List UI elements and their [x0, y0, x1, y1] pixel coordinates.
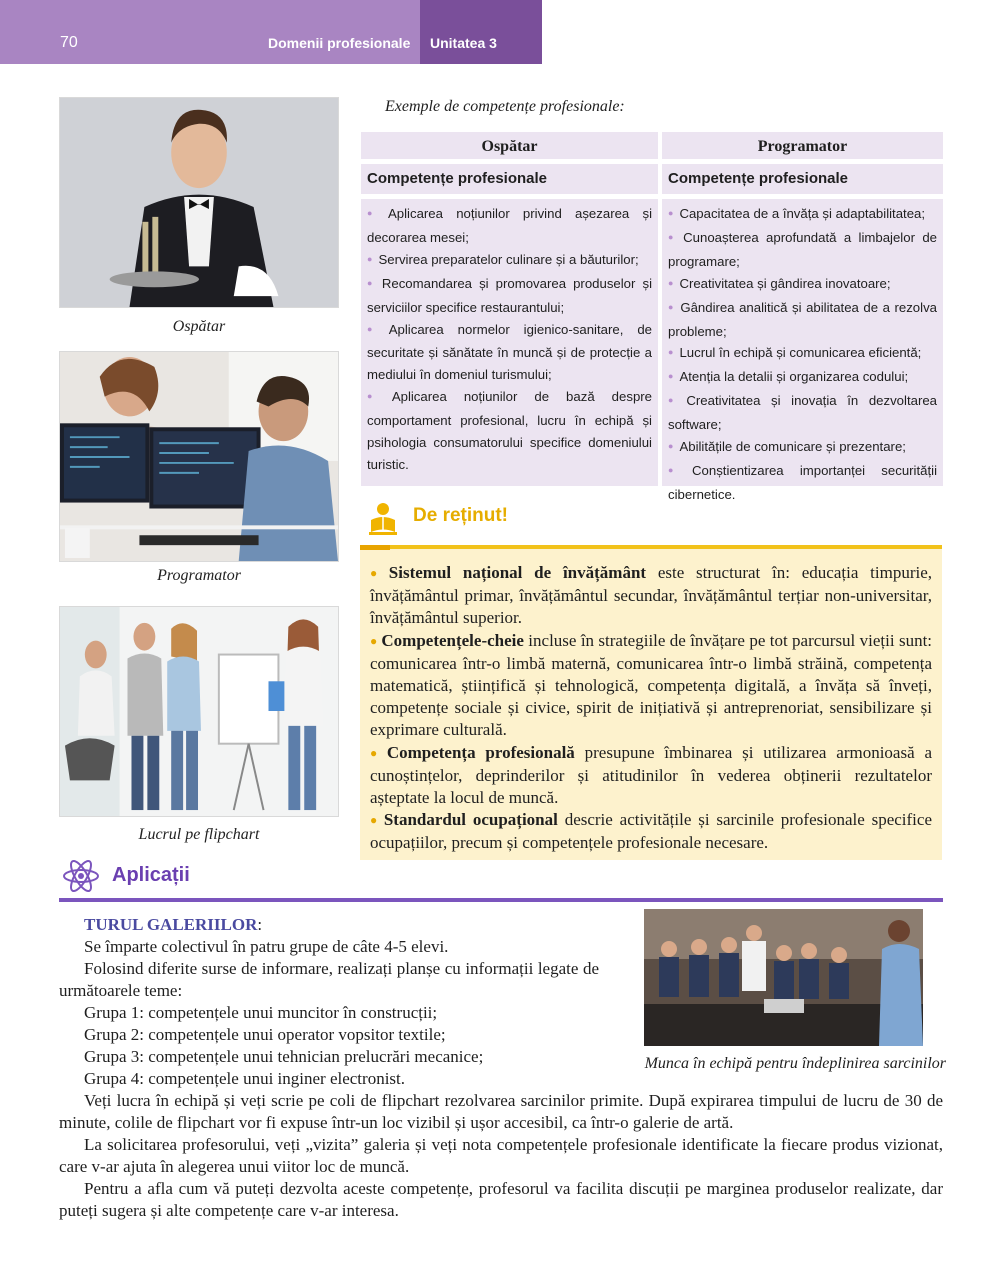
programmer-photo [59, 351, 339, 562]
definition: este structurat în: educația timpurie, învățământul primar, învățământul secundar, învățământul terțiar non-universitar, învățământul superior. [370, 563, 932, 628]
group-item: Grupa 3: competențele unui tehnician prelucrări mecanice; [84, 1047, 484, 1066]
classroom-caption: Munca în echipă pentru îndeplinirea sarcinilor [644, 1055, 946, 1072]
list-item: ● Creativitatea și inovația în dezvoltarea software; [668, 390, 937, 436]
table-header-waiter: Ospătar [361, 132, 658, 159]
page-number: 70 [60, 34, 78, 51]
classroom-photo [644, 909, 923, 1046]
definition: presupune îmbinarea și utilizarea armonioasă a cunoștințelor, deprinderilor și atitudinilor în vederea obținerii rezultatelor așteptate la locul de muncă. [370, 742, 932, 808]
paragraph: Veți lucra în echipă și veți scrie pe coli de flipchart rezolvarea sarcinilor primite. După expirarea timpului de lucru de 30 de minute, colile de flipchart vor fi expuse într-un loc vizibil și ușor accesibil, ca într-o galerie de artă. [59, 1091, 943, 1132]
list-item: ● Abilitățile de comunicare și prezentare; [668, 436, 937, 460]
list-item: ● Recomandarea și promovarea produselor și serviciilor specifice restaurantului; [367, 273, 652, 319]
term: Competențele-cheie [381, 630, 524, 650]
list-item: ● Gândirea analitică și abilitatea de a rezolva probleme; [668, 297, 937, 343]
gallery-colon: : [257, 915, 263, 934]
section-title: Domenii profesionale [268, 35, 411, 51]
remember-text [370, 562, 932, 855]
list-item: ● Lucrul în echipă și comunicarea eficientă; [668, 342, 937, 366]
remember-point: ● Standardul ocupațional descrie activitățile și sarcinile profesionale specifice ocupațiilor, precum și competențele profesionale necesare. [370, 810, 932, 853]
waiter-photo [59, 97, 339, 308]
group-item: Grupa 1: competențele unui muncitor în construcții; [84, 1003, 438, 1022]
header-unit-tab [420, 0, 542, 64]
paragraph: Se împarte colectivul în patru grupe de câte 4-5 elevi. [84, 937, 449, 956]
gallery-title: TURUL GALERIILOR [84, 915, 258, 934]
remember-tab [360, 545, 390, 550]
programmer-caption: Programator [157, 567, 241, 584]
list-item: ● Capacitatea de a învăța și adaptabilitatea; [668, 203, 937, 227]
term: Sistemul național de învățământ [388, 563, 647, 582]
list-item: ● Servirea preparatelor culinare și a băuturilor; [367, 249, 652, 273]
table-header-programmer: Programator [662, 132, 943, 159]
table-title: Exemple de competențe profesionale: [385, 98, 625, 115]
term: Competența profesională [386, 742, 575, 762]
applications-title: Aplicații [112, 864, 190, 886]
table-cell-programmer [662, 199, 943, 502]
table-cell-waiter [361, 199, 658, 486]
waiter-caption: Ospătar [172, 318, 226, 335]
definition: incluse în strategiile de învățare pe tot parcursul vieții sunt: comunicarea într-o limbă maternă, comunicarea într-o limbă străină, competența matematică, științifică și tehnologică, competența digitală, a învăța să înveți, competențe sociale și civice, spirit de inițiativă și antreprenoriat, sensibilizare și exprimare culturală. [370, 630, 933, 740]
remember-point: ● Sistemul național de învățământ este structurat în: educația timpurie, învățământul primar, învățământul secundar, învățământul terțiar non-universitar, învățământul superior. [370, 563, 932, 628]
remember-title: De reținut! [413, 505, 508, 526]
atom-icon [62, 857, 100, 895]
applications-rule [59, 898, 943, 902]
list-item: ● Conștientizarea importanței securității cibernetice. [668, 460, 937, 506]
flipchart-photo [59, 606, 339, 817]
list-item: ● Aplicarea normelor igienico-sanitare, de securitate și sănătate în muncă și de protecție a mediului în domeniul turismului; [367, 319, 652, 387]
definition: descrie activitățile și sarcinile profesionale specifice ocupațiilor, precum și competențele profesionale necesare. [370, 810, 932, 853]
paragraph: La solicitarea profesorului, veți „vizita” galeria și veți nota competențele profesionale identificate la fiecare produs vizionat, care v-ar ajuta în alegerea unui viitor loc de muncă. [59, 1135, 943, 1176]
table-subheader-programmer: Competențe profesionale [662, 164, 943, 194]
group-item: Grupa 4: competențele unui inginer electronist. [84, 1069, 406, 1088]
paragraph: Folosind diferite surse de informare, realizați planșe cu informații legate de următoarele teme: [59, 959, 599, 1000]
remember-point: ● Competențele-cheie incluse în strategiile de învățare pe tot parcursul vieții sunt: comunicarea într-o limbă maternă, comunicarea într-o limbă străină, competența matematică, științifică și tehnologică, competența digitală, a învăța să înveți, competențe sociale și civice, spirit de inițiativă și antreprenoriat, sensibilizare și exprimare culturală. [370, 630, 933, 740]
list-item: ● Aplicarea noțiunilor privind așezarea și decorarea mesei; [367, 203, 652, 249]
header-bar [0, 0, 420, 64]
term: Standardul ocupațional [383, 810, 558, 830]
group-item: Grupa 2: competențele unui operator vopsitor textile; [84, 1025, 446, 1044]
reading-person-icon [367, 502, 399, 536]
paragraph: Pentru a afla cum vă puteți dezvolta aceste competențe, profesorul va facilita discuții pe marginea produselor realizate, dar puteți sugera și alte competențe care v-ar interesa. [59, 1179, 943, 1220]
list-item: ● Cunoașterea aprofundată a limbajelor de programare; [668, 227, 937, 273]
table-subheader-waiter: Competențe profesionale [361, 164, 658, 194]
list-item: ● Atenția la detalii și organizarea codului; [668, 366, 937, 390]
flipchart-caption: Lucrul pe flipchart [138, 826, 260, 843]
list-item: ● Creativitatea și gândirea inovatoare; [668, 273, 937, 297]
unit-label: Unitatea 3 [430, 35, 497, 51]
list-item: ● Aplicarea noțiunilor de bază despre comportament profesional, lucru în echipă și psihologia consumatorului specifice domeniului turistic. [367, 386, 652, 476]
remember-point: ● Competența profesională presupune îmbinarea și utilizarea armonioasă a cunoștințelor, deprinderilor și atitudinilor în vederea obținerii rezultatelor așteptate la locul de muncă. [370, 742, 932, 808]
gallery-heading [84, 914, 262, 936]
